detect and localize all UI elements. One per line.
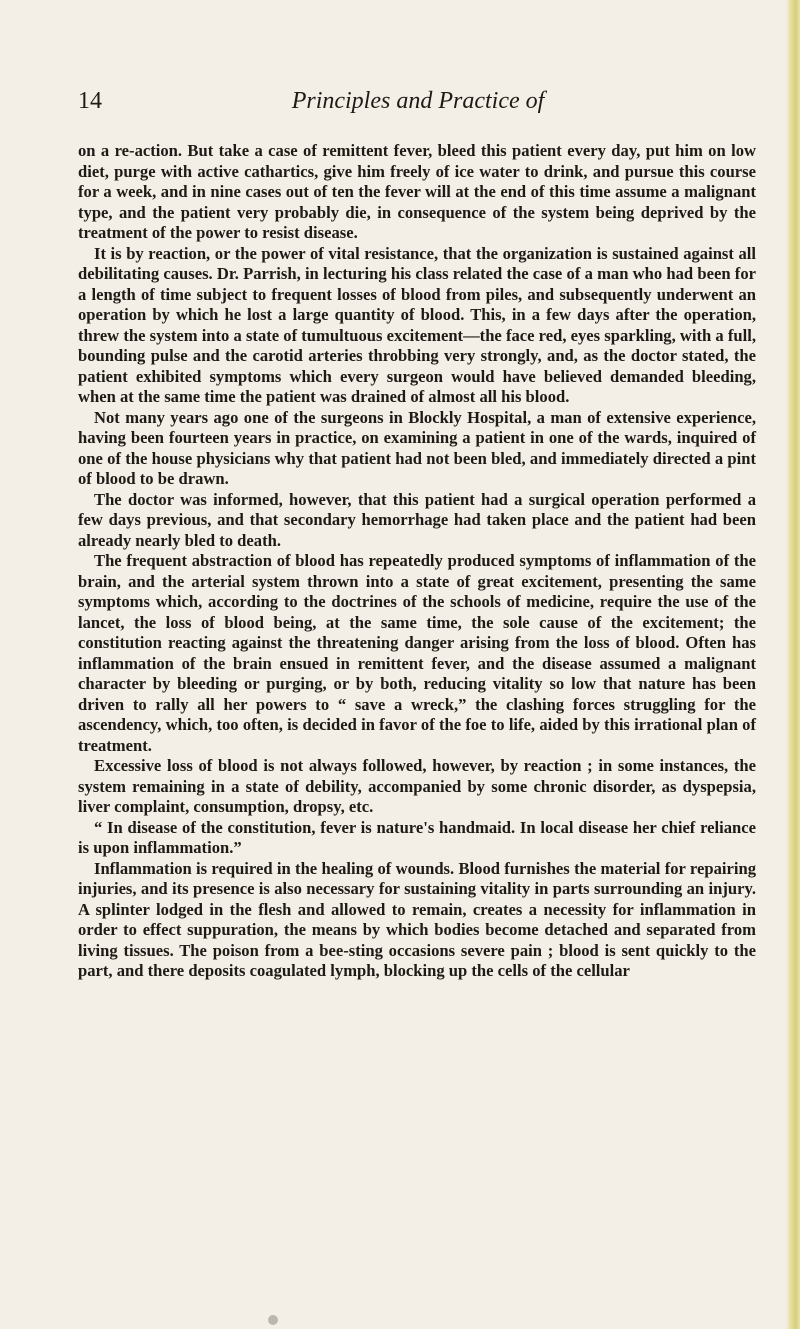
page-edge — [786, 0, 800, 1329]
page-header — [78, 88, 758, 122]
paragraph: The doctor was informed, however, that this patient had a surgical operation performed a few days previous, and that secondary hemorrhage had taken place and the patient had been already nearly bled to death. — [78, 489, 756, 550]
paragraph: Excessive loss of blood is not always followed, however, by reaction ; in some instances, the system remaining in a state of debility, accompanied by some chronic disorder, as dyspepsia, liver complaint, consumption, dropsy, etc. — [78, 756, 756, 816]
running-title: Principles and Practice of — [291, 88, 545, 114]
paragraph: on a re-action. But take a case of remittent fever, bleed this patient every day, put him on low diet, purge with active cathartics, give him freely of ice water to drink, and pursue this course for a week, and in nine cases out of ten the fever will at the end of this time assume a malignant type, and the patient very probably die, in consequence of the system being deprived by the treatment of the power to resist disease. — [78, 141, 756, 242]
body-text — [78, 141, 756, 982]
page-number: 14 — [78, 88, 102, 114]
paragraph: The frequent abstraction of blood has repeatedly produced symptoms of inflammation of the brain, and the arterial system thrown into a state of great excitement, presenting the same symptoms which, according to the doctrines of the schools of medicine, require the use of the lancet, the loss of blood being, at the same time, the sole cause of the excitement; the constitution reacting against the threatening danger arising from the loss of blood. Often has inflammation of the brain ensued in remittent fever, and the disease assumed a malignant character by bleeding or purging, or by both, reducing vitality so low that nature has been driven to rally all her powers to “ save a wreck,” the clashing forces struggling for the ascendency, which, too often, is decided in favor of the foe to life, aided by this irrational plan of treatment. — [78, 551, 756, 755]
paragraph: “ In disease of the constitution, fever is nature's handmaid. In local disease her chief reliance is upon inflammation.” — [78, 817, 756, 857]
paragraph: Not many years ago one of the surgeons in Blockly Hospital, a man of extensive experience, having been fourteen years in practice, on examining a patient in one of the wards, inquired of one of the house physicians why that patient had not been bled, and immediately directed a pint of blood to be drawn. — [78, 407, 756, 488]
paragraph: It is by reaction, or the power of vital resistance, that the organization is sustained against all debilitating causes. Dr. Parrish, in lecturing his class related the case of a man who had been for a length of time subject to frequent losses of blood from piles, and subsequently underwent an operation by which he lost a large quantity of blood. This, in a few days after the operation, threw the system into a state of tumultuous excitement—the face red, eyes sparkling, with a full, bounding pulse and the carotid arteries throbbing very strongly, and, as the doctor stated, the patient exhibited symptoms which every surgeon would have believed demanded bleeding, when at the same time the patient was drained of almost all his blood. — [78, 243, 756, 406]
paragraph: Inflammation is required in the healing of wounds. Blood furnishes the material for repairing injuries, and its presence is also necessary for sustaining vitality in parts surrounding an injury. A splinter lodged in the flesh and allowed to remain, creates a necessity for inflammation in order to effect suppuration, the means by which bodies become detached and separated from living tissues. The poison from a bee-sting occasions severe pain ; blood is sent quickly to the part, and there deposits coagulated lymph, blocking up the cells of the cellular — [78, 858, 756, 980]
print-blemish — [268, 1315, 278, 1325]
